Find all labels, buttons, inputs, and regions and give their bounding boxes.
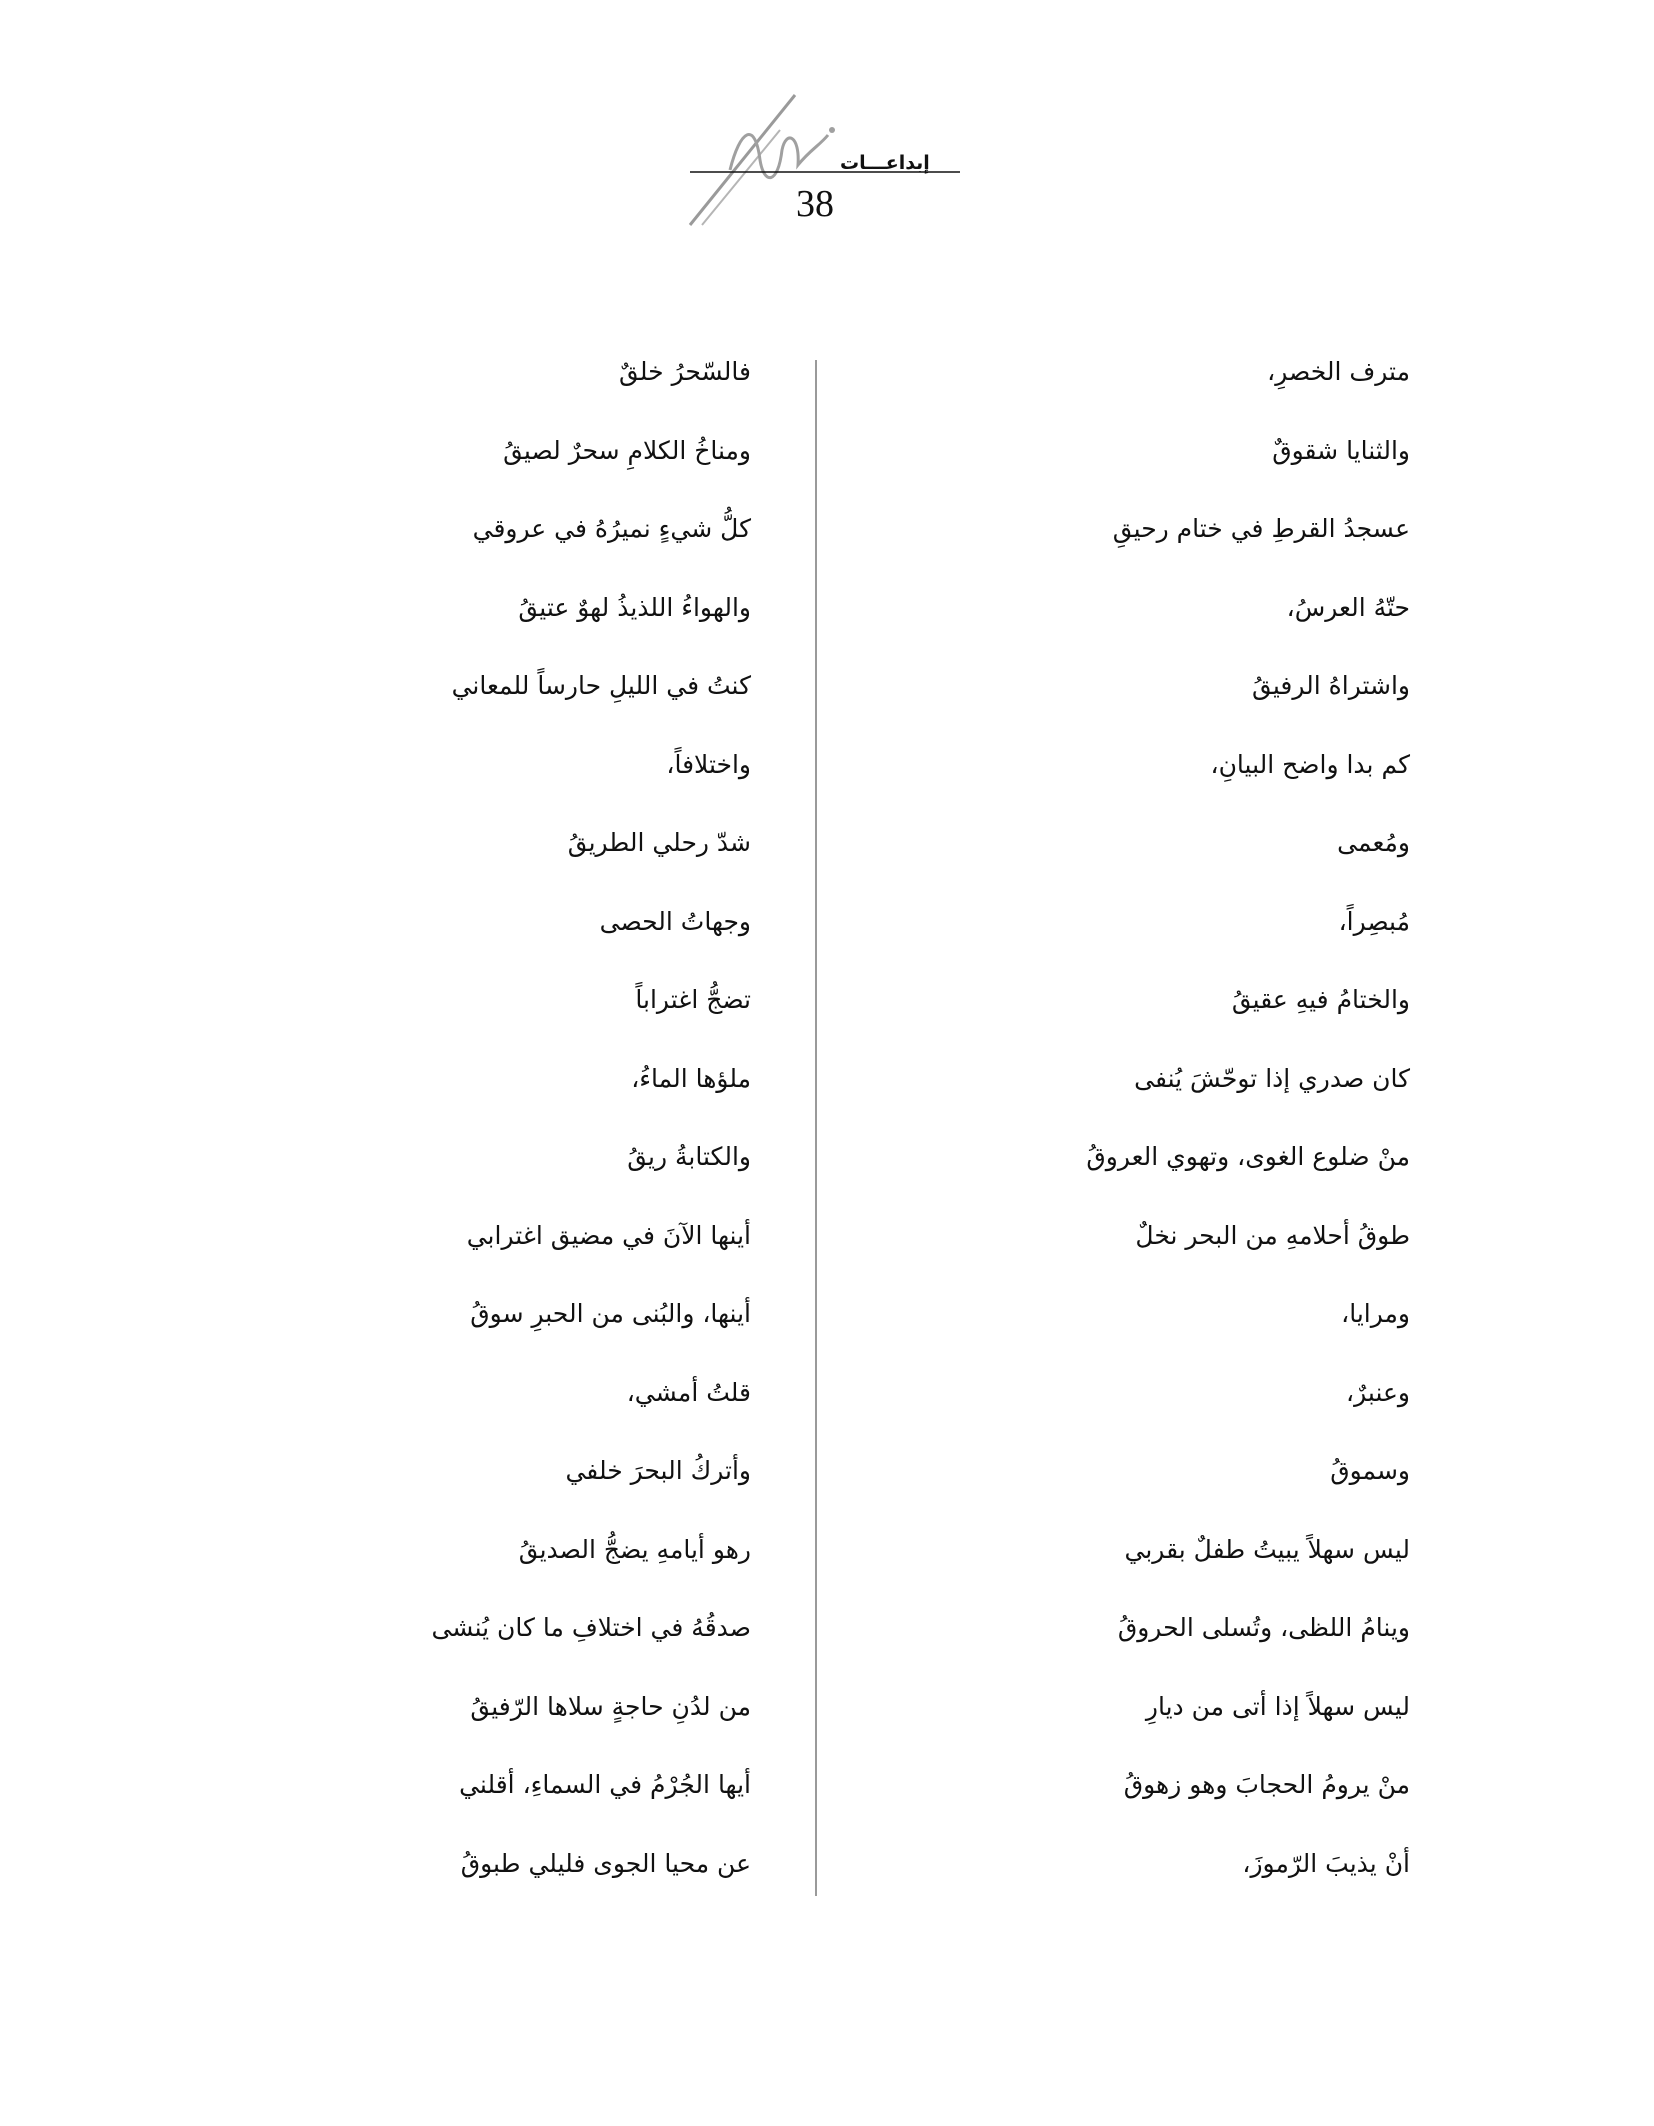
poem-line: فالسّحرُ خلقٌ xyxy=(619,357,751,386)
poem-line: ليس سهلاً يبيتُ طفلٌ بقربي xyxy=(1124,1534,1410,1564)
poem-line: أينها، والبُنى من الحبرِ سوقُ xyxy=(470,1299,751,1328)
poem-line: والكتابةُ ريقُ xyxy=(627,1142,751,1171)
poem-line: كلُّ شيءٍ نميرُهُ في عروقي xyxy=(472,514,751,543)
poem-line: واشتراهُ الرفيقُ xyxy=(1252,671,1410,700)
poem-line: ومُعمى xyxy=(1337,828,1410,857)
poem-line: أنْ يذيبَ الرّموزَ، xyxy=(1242,1848,1410,1878)
poem-line: مُبصِراً، xyxy=(1338,906,1410,936)
poem-line: كم بدا واضح البيانِ، xyxy=(1210,749,1410,779)
column-divider xyxy=(815,360,817,1896)
poem-line: أينها الآنَ في مضيق اغترابي xyxy=(466,1220,751,1250)
poem-line: ملؤها الماءُ، xyxy=(631,1063,751,1093)
poem-line: والختامُ فيهِ عقيقُ xyxy=(1231,985,1410,1014)
poem-line: مترف الخصرِ، xyxy=(1267,357,1410,386)
poem-line: والثنايا شقوقٌ xyxy=(1272,435,1410,465)
page-number: 38 xyxy=(796,183,834,225)
poem-line: ومرايا، xyxy=(1341,1299,1410,1328)
poem-line: رهو أيامهِ يضجُّ الصديقُ xyxy=(518,1534,751,1564)
poem-right-column xyxy=(850,352,1410,1922)
poem-line: أيها الجُرْمُ في السماءِ، أقلني xyxy=(459,1770,751,1799)
section-label: إبداعـــات xyxy=(840,152,930,174)
poem-line: من لدُنِ حاجةٍ سلاها الرّفيقُ xyxy=(470,1691,751,1721)
poem-line: واختلافاً، xyxy=(666,749,751,779)
poem-line: والهواءُ اللذيذُ لهوٌ عتيقُ xyxy=(518,592,751,622)
poem-line: وعنبرٌ، xyxy=(1346,1377,1410,1407)
poem-line: منْ ضلوع الغوى، وتهوي العروقُ xyxy=(1086,1142,1410,1171)
poem-line: ليس سهلاً إذا أتى من ديارِ xyxy=(1145,1691,1410,1721)
poem-line: حتّهُ العرسُ، xyxy=(1286,592,1410,622)
poem-line: وينامُ اللظى، وتُسلى الحروقُ xyxy=(1117,1613,1410,1642)
poem-line: وأتركُ البحرَ خلفي xyxy=(565,1456,751,1485)
poem-line: كان صدري إذا توحّشَ يُنفى xyxy=(1134,1063,1410,1093)
poem-line: منْ يرومُ الحجابَ وهو زهوقُ xyxy=(1123,1770,1410,1799)
poem-left-column xyxy=(191,352,751,1922)
poem-line: تضجُّ اغتراباً xyxy=(635,985,751,1014)
poem-line: ومناخُ الكلامِ سحرٌ لصيقُ xyxy=(503,435,751,465)
poem-line: عسجدُ القرطِ في ختام رحيقِ xyxy=(1112,514,1410,543)
poem-line: وسموقُ xyxy=(1330,1456,1410,1485)
poem-line: كنتُ في الليلِ حارساً للمعاني xyxy=(451,671,751,700)
poem-line: طوقُ أحلامهِ من البحر نخلٌ xyxy=(1135,1220,1410,1250)
poem-line: صدقُهُ في اختلافِ ما كان يُنشى xyxy=(431,1613,751,1642)
poem-line: قلتُ أمشي، xyxy=(626,1377,751,1407)
poem-line: وجهاتُ الحصى xyxy=(599,906,751,936)
poem-line: عن محيا الجوى فليلي طبوقُ xyxy=(460,1848,751,1878)
poem-line: شدّ رحلي الطريقُ xyxy=(567,828,751,857)
